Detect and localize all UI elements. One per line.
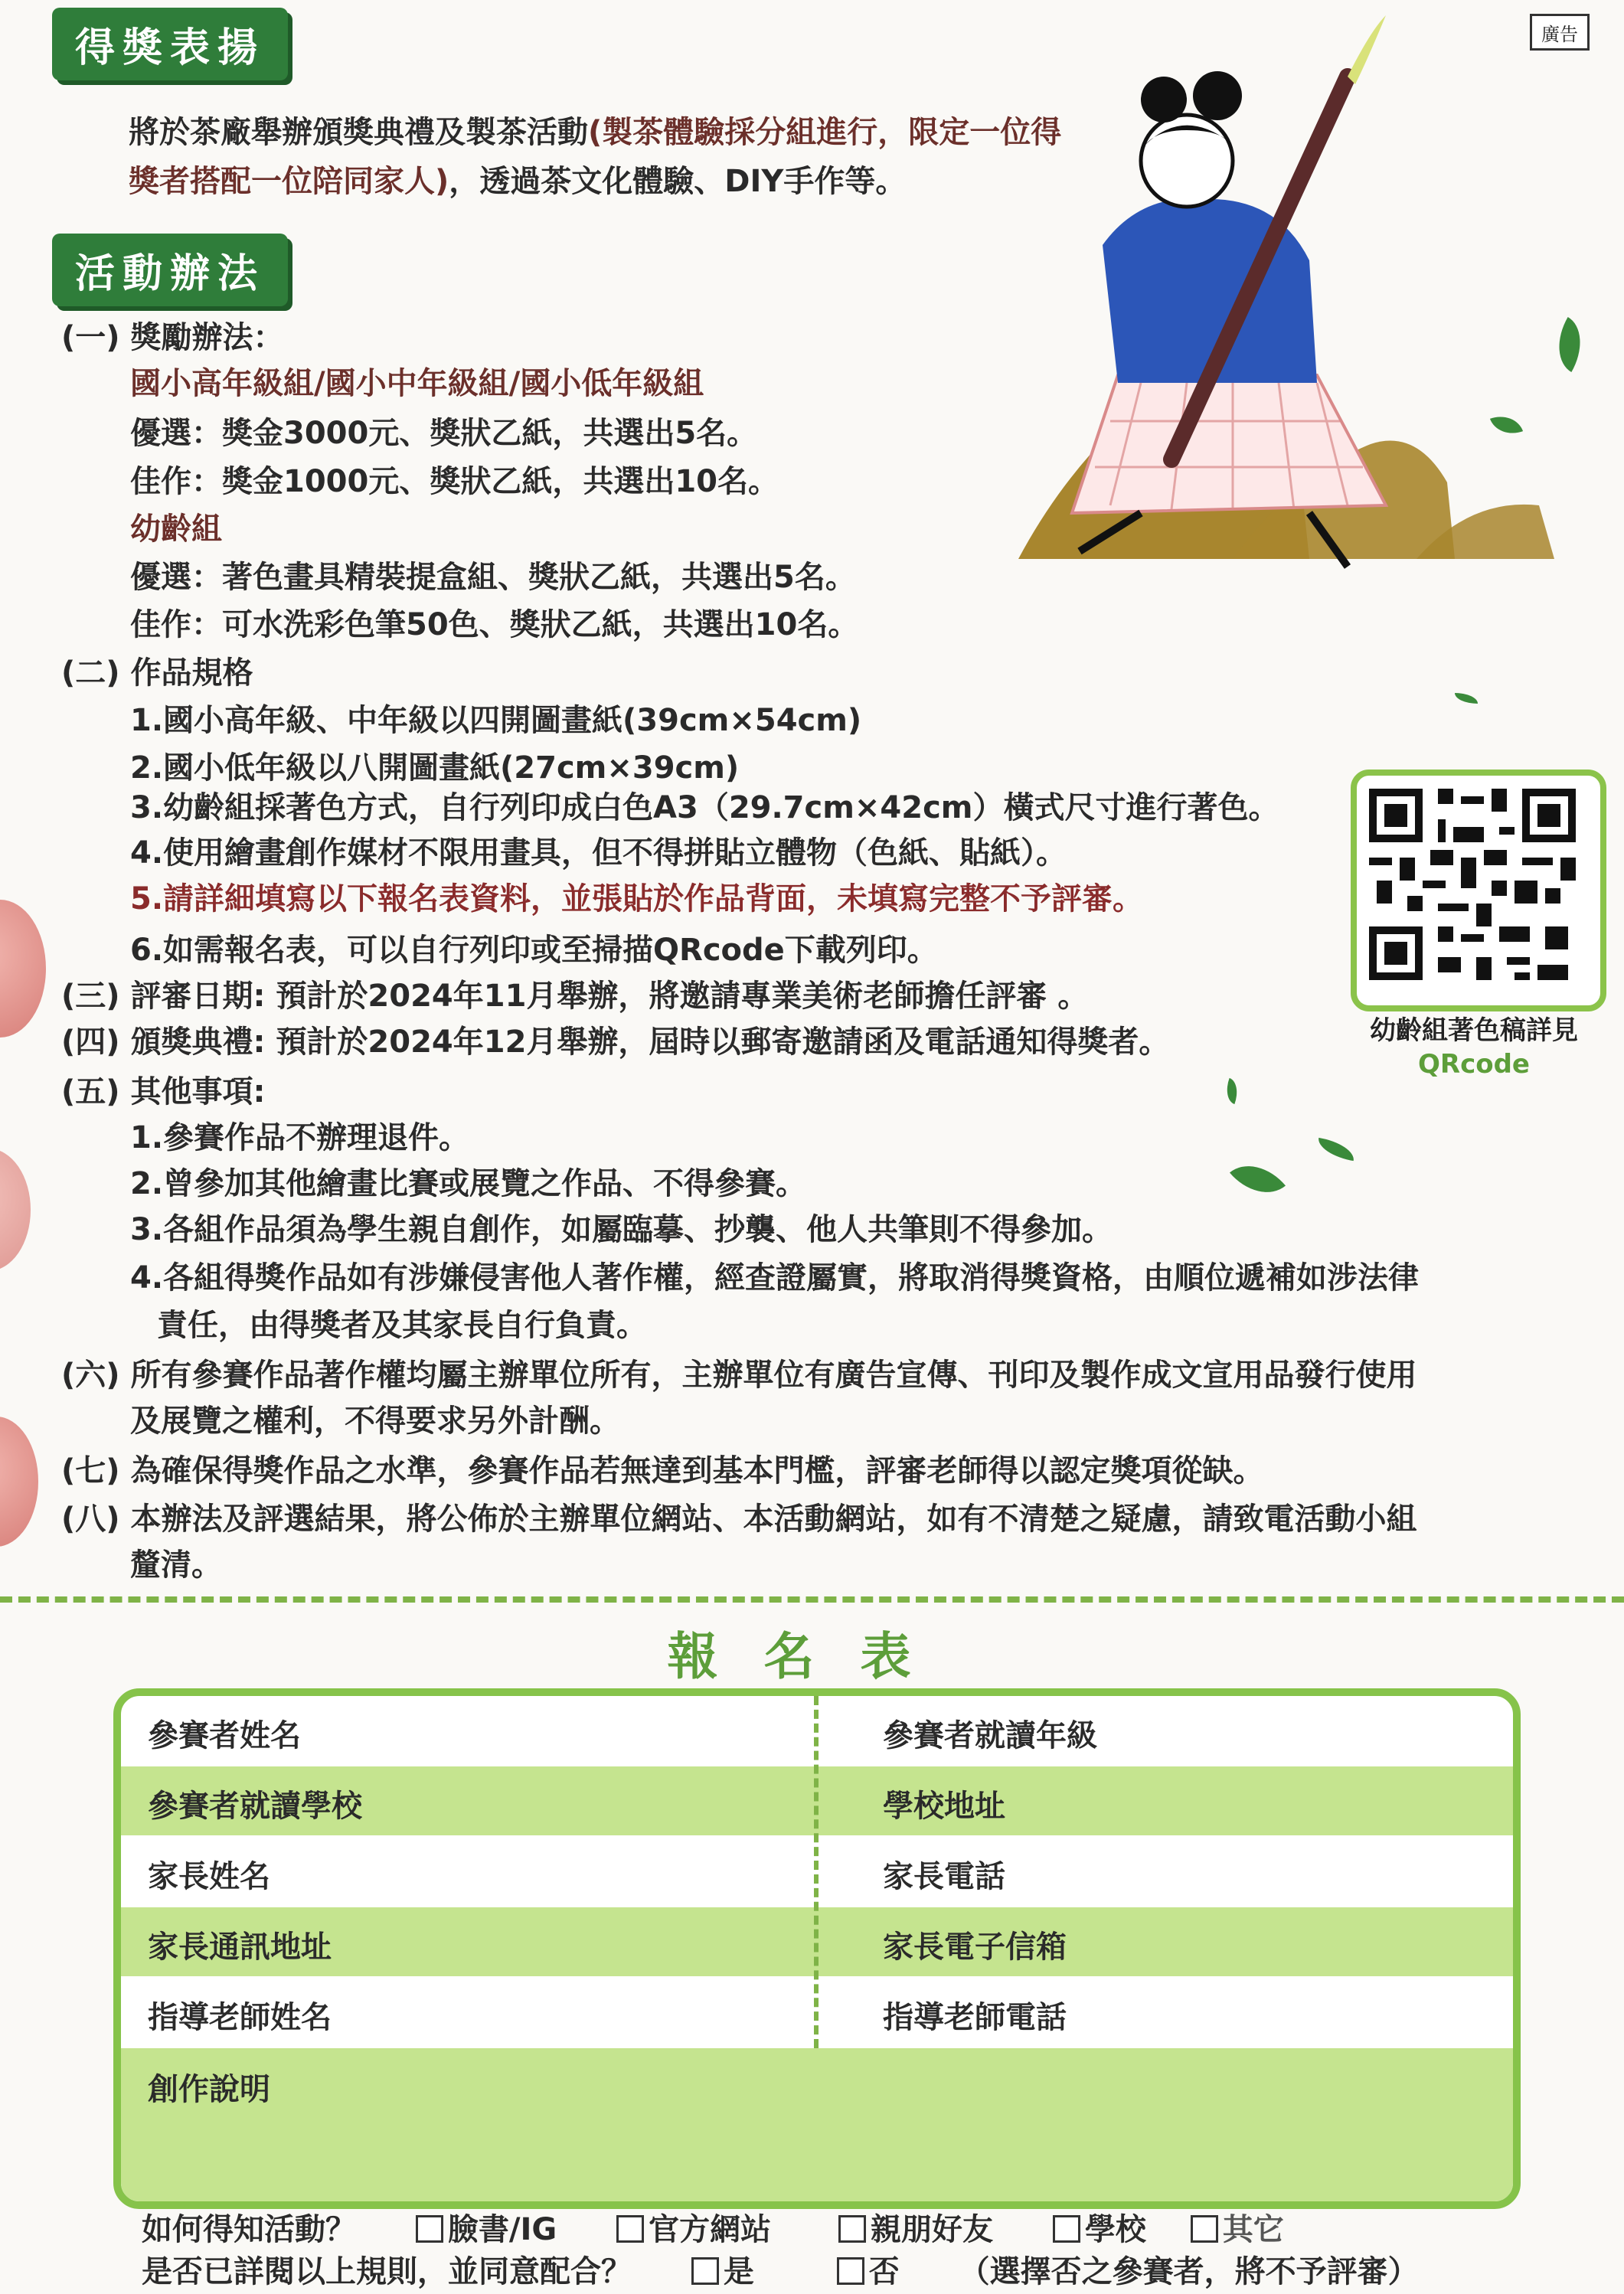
source-question-label: 如何得知活動？ [142,2212,356,2247]
ad-label: 廣告 [1530,14,1590,51]
s2-item-3: 3.幼齡組採著色方式，自行列印成白色A3（29.7cm×42cm）橫式尺寸進行著色。 [130,790,1279,825]
s6-line-a: (六) 所有參賽作品著作權均屬主辦單位所有，主辦單位有廣告宣傳、刊印及製作成文宣用品發行使用 [61,1358,1417,1393]
leaf-decoration [1455,693,1478,704]
label-description: 創作說明 [148,2072,270,2107]
qr-caption-line-1: 幼齡組著色稿詳見 [1370,1015,1578,1046]
s6-line-b: 及展覽之權利，不得要求另外計酬。 [130,1404,620,1439]
s8-line-b: 釐清。 [130,1547,222,1583]
s2-item-6: 6.如需報名表，可以自行列印或至掃描QRcode下載列印。 [130,933,938,968]
option-school: 學校 [1084,2212,1146,2247]
source-question [142,2205,1284,2249]
option-agree-yes: 是 [723,2254,754,2289]
label-parent-address: 家長通訊地址 [148,1930,332,1965]
s5-item-4a: 4.各組得獎作品如有涉嫌侵害他人著作權，經查證屬實，將取消得獎資格，由順位遞補如涉法律 [130,1260,1420,1296]
leaf-decoration [1315,1138,1356,1161]
s3-review-date: (三) 評審日期: 預計於2024年11月舉辦，將邀請專業美術老師擔任評審 。 [61,979,1089,1014]
finger-decoration-top [0,900,46,1038]
s1-group-b: 幼齡組 [130,511,222,547]
girl-with-brush-illustration [988,15,1570,597]
award-line-2b: ，透過茶文化體驗、DIY手作等。 [449,164,907,199]
label-parent-phone: 家長電話 [883,1859,1005,1894]
checkbox-agree-yes[interactable] [691,2257,719,2285]
qr-caption-line-2: QRcode [1418,1049,1530,1080]
checkbox-other[interactable] [1191,2215,1218,2243]
s2-item-2: 2.國小低年級以八開圖畫紙(27cm×39cm) [130,750,740,786]
s1-title: (一) 獎勵辦法： [61,320,284,355]
s1-group-a: 國小高年級組/國小中年級組/國小低年級組 [130,366,704,401]
label-teacher-phone: 指導老師電話 [883,2000,1067,2035]
leaf-decoration [1221,1078,1242,1104]
s5-title: (五) 其他事項: [61,1074,266,1109]
s2-title: (二) 作品規格 [61,655,253,691]
award-line-2 [129,158,906,205]
s2-item-1: 1.國小高年級、中年級以四開圖畫紙(39cm×54cm) [130,703,862,738]
label-participant-grade: 參賽者就讀年級 [883,1718,1097,1753]
checkbox-agree-no[interactable] [837,2257,864,2285]
qr-code-frame[interactable] [1351,770,1606,1011]
s5-item-3: 3.各組作品須為學生親自創作，如屬臨摹、抄襲、他人共筆則不得參加。 [130,1212,1113,1247]
checkbox-friends-family[interactable] [838,2215,866,2243]
option-facebook-ig: 臉書/IG [447,2212,557,2247]
finger-decoration-bottom [0,1417,38,1547]
method-heading: 活動辦法 [52,234,288,306]
s4-ceremony: (四) 頒獎典禮: 預計於2024年12月舉辦，屆時以郵寄邀請函及電話通知得獎者。 [61,1024,1170,1060]
s8-line-a: (八) 本辦法及評選結果，將公佈於主辦單位網站、本活動網站，如有不清楚之疑慮，請致電活動小組 [61,1502,1417,1537]
option-other: 其它 [1222,2212,1284,2247]
s5-item-2: 2.曾參加其他繪畫比賽或展覽之作品、不得參賽。 [130,1166,807,1201]
award-line-1a: 將於茶廠舉辦頒獎典禮及製茶活動 [129,115,588,150]
agree-question [142,2247,1419,2291]
s1-b-merit: 佳作：可水洗彩色筆50色、獎狀乙紙，共選出10名。 [130,607,859,642]
s1-b-excellent: 優選：著色畫具精裝提盒組、獎狀乙紙，共選出5名。 [130,560,856,595]
s7-threshold: (七) 為確保得獎作品之水準，參賽作品若無達到基本門檻，評審老師得以認定獎項從缺。 [61,1453,1264,1488]
leaf-decoration [1230,1151,1286,1208]
option-agree-no: 否 [868,2254,900,2289]
form-description-area[interactable] [121,2048,1513,2201]
finger-decoration-mid [0,1149,31,1271]
s2-item-4: 4.使用繪畫創作媒材不限用畫具，但不得拼貼立體物（色紙、貼紙）。 [130,835,1067,871]
s5-item-4b: 責任，由得獎者及其家長自行負責。 [157,1308,647,1343]
qr-code-icon[interactable] [1361,781,1583,988]
label-school: 參賽者就讀學校 [148,1789,362,1824]
checkbox-school[interactable] [1053,2215,1080,2243]
cut-line-divider [0,1596,1624,1603]
s2-item-5: 5.請詳細填寫以下報名表資料，並張貼於作品背面，未填寫完整不予評審。 [130,881,1144,917]
s1-a-excellent: 優選：獎金3000元、獎狀乙紙，共選出5名。 [130,416,758,451]
s1-a-merit: 佳作：獎金1000元、獎狀乙紙，共選出10名。 [130,464,779,499]
award-line-1 [129,109,1061,156]
checkbox-official-site[interactable] [616,2215,644,2243]
label-parent-name: 家長姓名 [148,1859,270,1894]
form-title: 報名表 [667,1627,957,1686]
agree-question-note: （選擇否之參賽者，將不予評審） [959,2254,1419,2289]
label-school-address: 學校地址 [883,1789,1005,1824]
agree-question-label: 是否已詳閱以上規則，並同意配合？ [142,2254,632,2289]
checkbox-facebook-ig[interactable] [416,2215,443,2243]
award-line-2a: 獎者搭配一位陪同家人) [129,164,449,199]
option-official-site: 官方網站 [649,2212,772,2247]
s5-item-1: 1.參賽作品不辦理退件。 [130,1120,470,1155]
registration-form [113,1688,1521,2209]
label-teacher-name: 指導老師姓名 [148,2000,332,2035]
label-participant-name: 參賽者姓名 [148,1718,301,1753]
form-column-divider [814,1696,819,2048]
award-heading: 得獎表揚 [52,8,288,80]
award-line-1b: (製茶體驗採分組進行，限定一位得 [588,115,1062,150]
label-parent-email: 家長電子信箱 [883,1930,1067,1965]
option-friends-family: 親朋好友 [870,2212,993,2247]
